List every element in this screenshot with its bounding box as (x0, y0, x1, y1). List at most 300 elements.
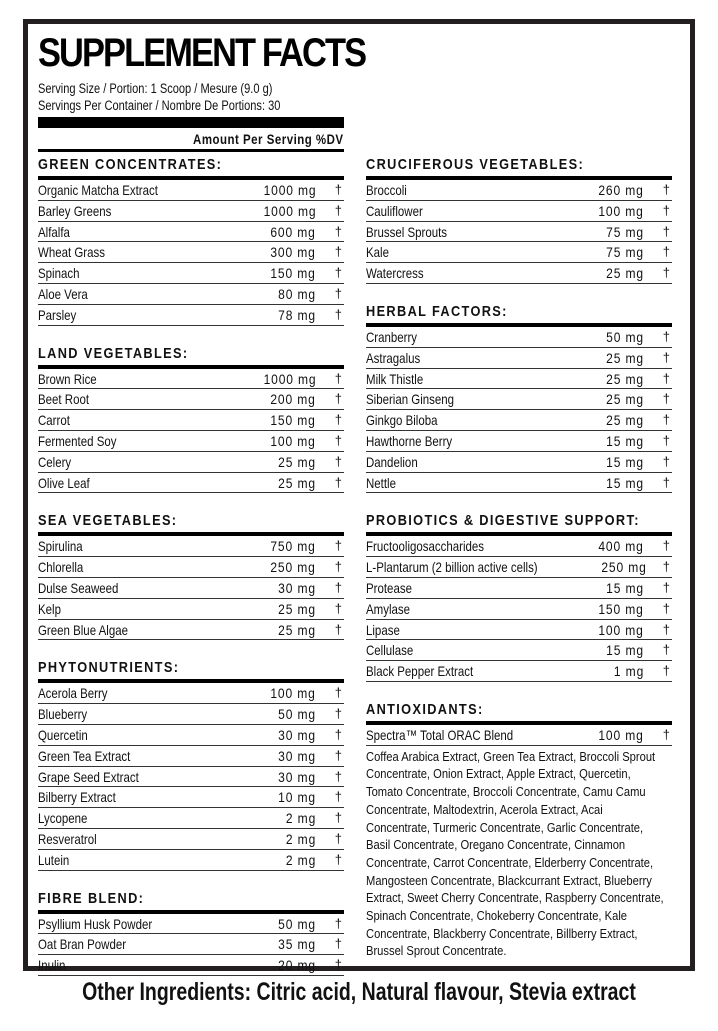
ingredient-row (38, 578, 344, 599)
ingredient-amount (236, 850, 316, 870)
ingredient-name-text: Hawthorne Berry (366, 432, 453, 449)
ingredient-row (366, 557, 672, 578)
ingredient-row (38, 263, 344, 284)
daily-value-dagger: † (662, 223, 670, 239)
daily-value-dagger: † (662, 265, 670, 281)
ingredient-name (38, 620, 236, 640)
ingredient-amount (236, 557, 316, 577)
ingredient-amount-text: 150 mg (270, 412, 316, 429)
ingredient-name-text: Protease (366, 579, 412, 596)
ingredient-amount-text: 1000 mg (263, 182, 316, 198)
section-title-text: ANTIOXIDANTS: (366, 700, 484, 718)
ingredient-amount (236, 683, 316, 703)
ingredient-amount (564, 222, 644, 242)
daily-value-dagger: † (334, 685, 342, 701)
daily-value-dagger: † (334, 412, 342, 428)
ingredient-row (366, 242, 672, 263)
ingredient-name-text: Alfalfa (38, 223, 70, 240)
ingredient-name-text: Chlorella (38, 559, 84, 576)
ingredient-name-text: Siberian Ginseng (366, 391, 455, 408)
daily-value-dagger: † (334, 810, 342, 826)
section (38, 154, 344, 326)
ingredient-row (366, 599, 672, 620)
ingredient-name (366, 452, 564, 472)
ingredient-row (38, 787, 344, 808)
ingredient-name-text: Resveratrol (38, 830, 97, 847)
daily-value-dagger: † (334, 559, 342, 575)
other-ingredients (0, 976, 718, 1008)
section-gap (38, 493, 344, 510)
ingredient-name (38, 808, 236, 828)
ingredient-amount-text: 100 mg (270, 432, 316, 449)
ingredient-row (38, 683, 344, 704)
ingredient-name-text: Barley Greens (38, 202, 112, 219)
ingredient-name (38, 934, 236, 954)
ingredient-row (38, 955, 344, 976)
ingredient-name (38, 829, 236, 849)
ingredient-name-text: Dandelion (366, 453, 418, 470)
ingredient-row (366, 640, 672, 661)
ingredient-amount (564, 242, 644, 262)
ingredient-name (38, 222, 236, 242)
section-gap (38, 871, 344, 888)
daily-value-dagger: † (334, 726, 342, 742)
ingredient-name (38, 369, 236, 389)
daily-value-dagger: † (334, 579, 342, 595)
ingredient-name (38, 599, 236, 619)
daily-value-dagger: † (334, 936, 342, 952)
ingredient-row (38, 284, 344, 305)
ingredient-name-text: Aloe Vera (38, 285, 88, 302)
ingredient-amount-text: 15 mg (606, 453, 644, 470)
ingredient-name (38, 473, 236, 493)
ingredient-amount-text: 15 mg (606, 474, 644, 491)
daily-value-dagger: † (334, 453, 342, 469)
daily-value-dagger: † (662, 559, 670, 575)
ingredient-row (38, 767, 344, 788)
ingredient-name (38, 284, 236, 304)
ingredient-row (366, 725, 672, 746)
ingredient-name-text: Broccoli (366, 182, 407, 198)
ingredient-amount-text: 50 mg (606, 328, 644, 345)
ingredient-amount-text: 25 mg (278, 453, 316, 470)
ingredient-name (366, 431, 564, 451)
ingredient-amount-text: 25 mg (606, 370, 644, 387)
ingredient-amount (564, 410, 644, 430)
daily-value-dagger: † (334, 957, 342, 973)
ingredient-amount-text: 1 mg (613, 663, 644, 680)
ingredient-amount (236, 452, 316, 472)
ingredient-name-text: Astragalus (366, 349, 421, 366)
ingredient-name-text: Black Pepper Extract (366, 663, 474, 680)
section-gap (38, 640, 344, 657)
ingredient-amount-text: 100 mg (598, 726, 644, 743)
ingredient-amount (564, 620, 644, 640)
ingredient-amount-text: 25 mg (278, 600, 316, 617)
ingredient-name (366, 242, 564, 262)
ingredient-name (38, 746, 236, 766)
ingredient-name (38, 452, 236, 472)
ingredient-name (366, 222, 564, 242)
ingredient-amount (564, 661, 644, 681)
ingredient-amount (236, 222, 316, 242)
ingredient-row (38, 369, 344, 390)
section-title-text: PHYTONUTRIENTS: (38, 659, 180, 677)
ingredient-name (38, 767, 236, 787)
ingredient-amount-text: 25 mg (606, 265, 644, 282)
ingredient-amount (236, 536, 316, 556)
ingredient-name-text: Nettle (366, 474, 396, 491)
ingredient-amount (236, 704, 316, 724)
daily-value-dagger: † (334, 538, 342, 554)
ingredient-amount-text: 260 mg (598, 182, 644, 198)
ingredient-name (366, 327, 564, 347)
ingredient-amount-text: 250 mg (270, 559, 316, 576)
section (38, 343, 344, 494)
ingredient-amount-text: 250 mg (601, 559, 647, 576)
ingredient-name-text: Lipase (366, 621, 400, 638)
ingredient-amount-text: 2 mg (285, 830, 316, 847)
section (366, 154, 672, 284)
ingredient-name-text: Fermented Soy (38, 432, 117, 449)
ingredient-name-text: Blueberry (38, 706, 88, 723)
ingredient-name-text: Quercetin (38, 726, 88, 743)
section-title (38, 657, 344, 683)
ingredient-name-text: Celery (38, 453, 72, 470)
ingredient-row (366, 369, 672, 390)
daily-value-dagger: † (662, 663, 670, 679)
ingredient-row (366, 620, 672, 641)
ingredient-amount (236, 787, 316, 807)
ingredient-name (38, 578, 236, 598)
ingredient-row (38, 725, 344, 746)
ingredient-amount (564, 389, 644, 409)
ingredient-amount-text: 150 mg (598, 600, 644, 617)
ingredient-amount (236, 599, 316, 619)
ingredient-row (38, 934, 344, 955)
daily-value-dagger: † (662, 391, 670, 407)
ingredient-row (38, 599, 344, 620)
ingredient-name-text: Ginkgo Biloba (366, 412, 438, 429)
ingredient-name (38, 201, 236, 221)
ingredient-name (38, 242, 236, 262)
ingredient-amount (236, 305, 316, 325)
section-gap (366, 682, 672, 699)
ingredient-row (366, 327, 672, 348)
amount-per-serving-header (38, 130, 344, 149)
ingredient-row (38, 704, 344, 725)
ingredient-amount (236, 829, 316, 849)
ingredient-amount (236, 201, 316, 221)
ingredient-amount (564, 201, 644, 221)
ingredient-amount (564, 578, 644, 598)
ingredient-name (366, 536, 564, 556)
daily-value-dagger: † (662, 474, 670, 490)
ingredient-name (38, 305, 236, 325)
ingredient-amount-text: 300 mg (270, 244, 316, 261)
ingredient-row (38, 536, 344, 557)
ingredient-amount (564, 473, 644, 493)
daily-value-dagger: † (334, 706, 342, 722)
ingredient-row (38, 410, 344, 431)
ingredient-name-text: Dulse Seaweed (38, 579, 119, 596)
ingredient-row (366, 578, 672, 599)
ingredient-name (38, 410, 236, 430)
ingredient-row (366, 431, 672, 452)
ingredient-amount-text: 25 mg (606, 412, 644, 429)
ingredient-row (366, 222, 672, 243)
daily-value-dagger: † (334, 915, 342, 931)
ingredient-amount-text: 30 mg (278, 579, 316, 596)
ingredient-amount-text: 15 mg (606, 432, 644, 449)
ingredient-row (38, 850, 344, 871)
ingredient-row (38, 914, 344, 935)
ingredient-row (38, 808, 344, 829)
ingredient-amount-text: 750 mg (270, 538, 316, 555)
ingredient-name-text: Brussel Sprouts (366, 223, 448, 240)
ingredient-amount-text: 78 mg (278, 306, 316, 323)
ingredient-row (366, 410, 672, 431)
ingredient-row (366, 263, 672, 284)
divider (38, 149, 344, 152)
section-title-text: PROBIOTICS & DIGESTIVE SUPPORT: (366, 512, 640, 530)
daily-value-dagger: † (662, 642, 670, 658)
ingredient-name-text: Cellulase (366, 642, 414, 659)
daily-value-dagger: † (334, 391, 342, 407)
ingredient-amount-text: 2 mg (285, 851, 316, 868)
ingredient-name (366, 557, 575, 577)
ingredient-name (366, 410, 564, 430)
daily-value-dagger: † (334, 244, 342, 260)
ingredient-name (366, 661, 564, 681)
ingredient-name (366, 578, 564, 598)
ingredient-name-text: Cranberry (366, 328, 418, 345)
ingredient-name (366, 389, 564, 409)
ingredient-amount-text: 100 mg (598, 621, 644, 638)
section (366, 301, 672, 493)
section-title-text: HERBAL FACTORS: (366, 302, 508, 320)
ingredient-amount-text: 75 mg (606, 244, 644, 261)
daily-value-dagger: † (334, 285, 342, 301)
ingredient-amount (564, 725, 644, 745)
ingredient-name (38, 787, 236, 807)
daily-value-dagger: † (662, 328, 670, 344)
ingredient-row (366, 536, 672, 557)
ingredient-name (366, 473, 564, 493)
ingredient-amount (236, 934, 316, 954)
daily-value-dagger: † (334, 306, 342, 322)
ingredient-amount-text: 1000 mg (263, 370, 316, 387)
ingredient-amount (236, 389, 316, 409)
ingredient-row (38, 305, 344, 326)
ingredient-amount-text: 10 mg (278, 789, 316, 806)
daily-value-dagger: † (334, 851, 342, 867)
section-title-text: CRUCIFEROUS VEGETABLES: (366, 156, 585, 173)
ingredient-row (366, 452, 672, 473)
ingredient-name (38, 263, 236, 283)
ingredient-name-text: Lutein (38, 851, 70, 868)
ingredient-name (366, 180, 564, 200)
ingredient-name-text: Oat Bran Powder (38, 936, 127, 953)
ingredient-row (366, 201, 672, 222)
ingredient-amount (236, 369, 316, 389)
section (366, 510, 672, 682)
ingredient-amount (564, 327, 644, 347)
daily-value-dagger: † (334, 768, 342, 784)
ingredient-amount (564, 452, 644, 472)
ingredient-name-text: Spirulina (38, 538, 83, 555)
ingredient-amount-text: 1000 mg (263, 202, 316, 219)
ingredient-amount-text: 25 mg (606, 391, 644, 408)
ingredient-name-text: Grape Seed Extract (38, 768, 139, 785)
ingredient-row (366, 473, 672, 494)
ingredient-amount-text: 400 mg (598, 538, 644, 555)
page-title: SUPPLEMENT FACTS (38, 31, 366, 75)
ingredient-name-text: Wheat Grass (38, 244, 105, 261)
ingredient-row (366, 389, 672, 410)
ingredient-amount (236, 242, 316, 262)
ingredient-amount (236, 431, 316, 451)
section-gap (38, 326, 344, 343)
ingredient-amount (236, 473, 316, 493)
divider-thick (38, 117, 344, 128)
ingredient-name-text: Inulin (38, 957, 66, 974)
ingredient-name (38, 955, 236, 975)
ingredient-amount (564, 640, 644, 660)
ingredient-row (38, 620, 344, 641)
ingredient-amount-text: 30 mg (278, 726, 316, 743)
section-title (38, 888, 344, 914)
section-title-text: SEA VEGETABLES: (38, 512, 178, 530)
section-title (38, 154, 344, 180)
ingredient-row (366, 180, 672, 201)
ingredient-amount-text: 75 mg (606, 223, 644, 240)
ingredient-amount (564, 536, 644, 556)
daily-value-dagger: † (334, 747, 342, 763)
daily-value-dagger: † (334, 202, 342, 218)
ingredient-row (38, 557, 344, 578)
ingredient-amount-text: 20 mg (278, 957, 316, 974)
ingredient-name-text: Brown Rice (38, 370, 97, 387)
ingredient-amount-text: 30 mg (278, 747, 316, 764)
ingredient-name (38, 389, 236, 409)
ingredient-row (38, 746, 344, 767)
section-title (38, 343, 344, 369)
blend-description: Coffea Arabica Extract, Green Tea Extract, Broccoli Sprout Concentrate, Onion Extract, Apple Extract, Quercetin, Tomato Concentrate, Broccoli Concentrate, Camu Camu Concentrate, Maltodextrin, Acerola Extract, Acai Concentrate, Turmeric Concentrate, Garlic Concentrate, Basil Concentrate, Oregano Concentrate, Cinnamon Concentrate, Carrot Concentrate, Elderberry Concentrate, Mangosteen Concentrate, Blackcurrant Extract, Blueberry Extract, Sweet Cherry Concentrate, Raspberry Concentrate, Spinach Concentrate, Chokeberry Concentrate, Kale Concentrate, Blackberry Concentrate, Billberry Extract, Brussel Sprout Concentrate. (366, 748, 664, 959)
ingredient-row (38, 431, 344, 452)
ingredient-name-text: Carrot (38, 412, 70, 429)
ingredient-amount-text: 25 mg (278, 474, 316, 491)
daily-value-dagger: † (662, 349, 670, 365)
ingredient-amount-text: 150 mg (270, 265, 316, 282)
ingredient-name-text: Organic Matcha Extract (38, 182, 158, 198)
ingredient-row (38, 452, 344, 473)
ingredient-amount-text: 600 mg (270, 223, 316, 240)
ingredient-name (38, 557, 236, 577)
ingredient-amount-text: 200 mg (270, 391, 316, 408)
ingredient-name (366, 640, 564, 660)
ingredient-amount (575, 557, 646, 577)
ingredient-amount (564, 180, 644, 200)
daily-value-dagger: † (662, 244, 670, 260)
ingredient-row (38, 242, 344, 263)
section-title (366, 699, 672, 725)
ingredient-amount (564, 431, 644, 451)
section-gap (366, 284, 672, 301)
ingredient-name-text: Olive Leaf (38, 474, 90, 491)
ingredient-amount (236, 955, 316, 975)
ingredient-name (366, 263, 564, 283)
daily-value-dagger: † (662, 621, 670, 637)
ingredient-amount-text: 80 mg (278, 285, 316, 302)
ingredient-amount (236, 284, 316, 304)
ingredient-name (38, 180, 236, 200)
ingredient-name (38, 704, 236, 724)
ingredient-amount (236, 767, 316, 787)
daily-value-dagger: † (662, 538, 670, 554)
section (366, 699, 672, 960)
section-gap (366, 493, 672, 510)
ingredient-name (366, 369, 564, 389)
section (38, 657, 344, 870)
ingredient-name (38, 683, 236, 703)
ingredient-amount (236, 180, 316, 200)
ingredient-name-text: Kelp (38, 600, 61, 617)
ingredient-name-text: Psyllium Husk Powder (38, 915, 153, 932)
ingredient-amount (564, 348, 644, 368)
ingredient-row (38, 201, 344, 222)
ingredient-amount-text: 25 mg (606, 349, 644, 366)
daily-value-dagger: † (334, 223, 342, 239)
ingredient-name-text: Beet Root (38, 391, 90, 408)
ingredient-name-text: Green Blue Algae (38, 621, 128, 638)
daily-value-dagger: † (334, 370, 342, 386)
ingredient-row (38, 222, 344, 243)
daily-value-dagger: † (662, 726, 670, 742)
servings-per-container: Servings Per Container / Nombre De Portions: 30 (38, 98, 281, 113)
ingredient-name (366, 201, 564, 221)
ingredient-name-text: Amylase (366, 600, 411, 617)
daily-value-dagger: † (334, 600, 342, 616)
daily-value-dagger: † (334, 789, 342, 805)
ingredient-amount (236, 808, 316, 828)
ingredient-amount (564, 369, 644, 389)
ingredient-amount-text: 25 mg (278, 621, 316, 638)
ingredient-amount (236, 620, 316, 640)
ingredient-row (366, 661, 672, 682)
ingredient-name (366, 620, 564, 640)
ingredient-name (366, 348, 564, 368)
serving-size: Serving Size / Portion: 1 Scoop / Mesure (9.0 g) (38, 81, 273, 96)
daily-value-dagger: † (662, 412, 670, 428)
section-title-text: GREEN CONCENTRATES: (38, 156, 223, 173)
other-ingredients-text: Other Ingredients: Citric acid, Natural flavour, Stevia extract (82, 978, 636, 1006)
daily-value-dagger: † (662, 370, 670, 386)
ingredient-amount-text: 50 mg (278, 915, 316, 932)
ingredient-amount (236, 578, 316, 598)
left-column (38, 154, 344, 976)
ingredient-amount (236, 410, 316, 430)
ingredient-name-text: Lycopene (38, 810, 88, 827)
ingredient-amount-text: 15 mg (606, 642, 644, 659)
ingredient-name-text: Watercress (366, 265, 424, 282)
ingredient-amount (564, 263, 644, 283)
ingredient-amount-text: 35 mg (278, 936, 316, 953)
amount-per-serving-label: Amount Per Serving %DV (193, 131, 344, 147)
ingredient-name (38, 536, 236, 556)
ingredient-row (38, 389, 344, 410)
ingredient-amount (236, 263, 316, 283)
